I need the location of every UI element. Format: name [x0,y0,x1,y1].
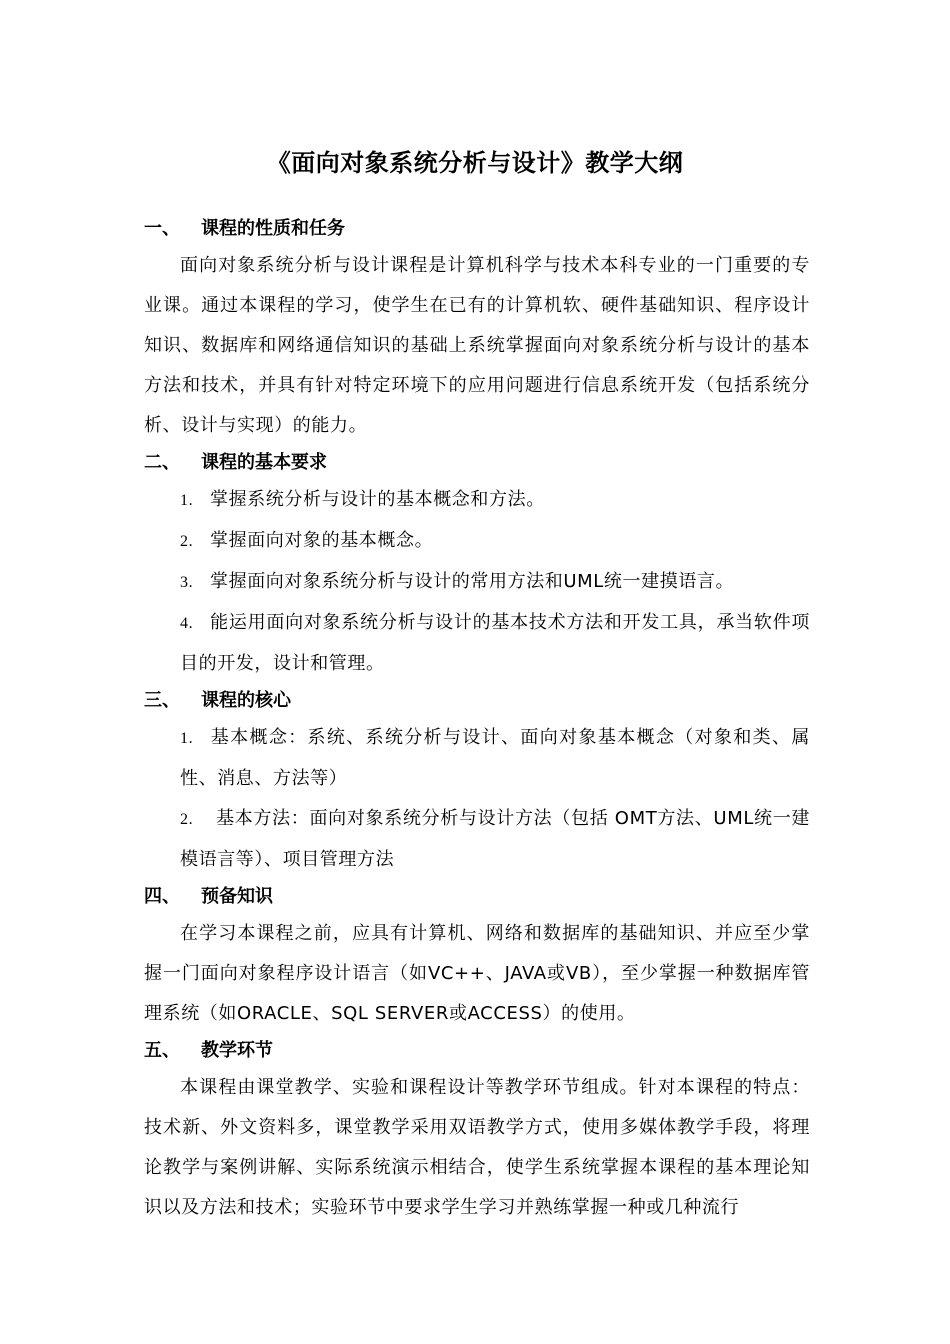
list-item [144,562,810,603]
section-number: 一、 [144,218,180,239]
section-paragraph-5: 本课程由课堂教学、实验和课程设计等教学环节组成。针对本课程的特点：技术新、外文资料多，课堂教学采用双语教学方式，使用多媒体教学手段，将理论教学与案例讲解、实际系统演示相结合，使学生系统掌握本课程的基本理论知识以及方法和技术；实验环节中要求学生学习并熟练掌握一种或几种流行 [144,1077,810,1218]
section-number: 四、 [144,886,180,907]
list-item-text: 掌握面向对象系统分析与设计的常用方法和UML统一建摸语言。 [210,571,735,592]
section-heading-3 [144,684,810,718]
section-title: 课程的核心 [201,690,291,711]
section-heading-5 [144,1034,810,1068]
section-paragraph-1: 面向对象系统分析与设计课程是计算机科学与技术本科专业的一门重要的专业课。通过本课程的学习，使学生在已有的计算机软、硬件基础知识、程序设计知识、数据库和网络通信知识的基础上系统掌握面向对象系统分析与设计的基本方法和技术，并具有针对特定环境下的应用问题进行信息系统开发（包括系统分析、设计与实现）的能力。 [144,255,810,436]
section-paragraph-4: 在学习本课程之前，应具有计算机、网络和数据库的基础知识、并应至少掌握一门面向对象程序设计语言（如VC++、JAVA或VB），至少掌握一种数据库管理系统（如ORACLE、SQL SERVER或ACCESS）的使用。 [144,923,810,1024]
section-title: 课程的性质和任务 [201,218,345,239]
section-heading-2 [144,446,810,480]
section-number: 二、 [144,452,180,473]
list-item [144,718,810,799]
section-number: 五、 [144,1040,180,1061]
list-item-text: 基本概念：系统、系统分析与设计、面向对象基本概念（对象和类、属性、消息、方法等） [180,727,810,789]
list-item-text: 掌握系统分析与设计的基本概念和方法。 [210,489,545,510]
section-title: 教学环节 [201,1040,273,1061]
list-item-number: 3. [180,574,194,591]
list-item-number: 2. [180,533,194,550]
document-title: 《面向对象系统分析与设计》教学大纲 [266,149,684,177]
list-item [144,521,810,562]
section-number: 三、 [144,690,180,711]
list-item [144,603,810,684]
list-item-text: 基本方法：面向对象系统分析与设计方法（包括 OMT方法、UML统一建模语言等）、项目管理方法 [180,808,810,870]
list-item-number: 1. [180,492,194,509]
section-title: 预备知识 [201,886,273,907]
list-item-text: 能运用面向对象系统分析与设计的基本技术方法和开发工具，承当软件项目的开发，设计和管理。 [180,612,810,674]
list-item-text: 掌握面向对象的基本概念。 [210,530,434,551]
section-title: 课程的基本要求 [201,452,327,473]
list-item [144,480,810,521]
list-item-number: 4. [180,615,194,632]
list-item-number: 2. [180,811,194,828]
list-item [144,799,810,880]
list-item-number: 1. [180,730,194,747]
section-heading-1 [144,212,810,246]
section-heading-4 [144,880,810,914]
document-body [144,212,810,1228]
